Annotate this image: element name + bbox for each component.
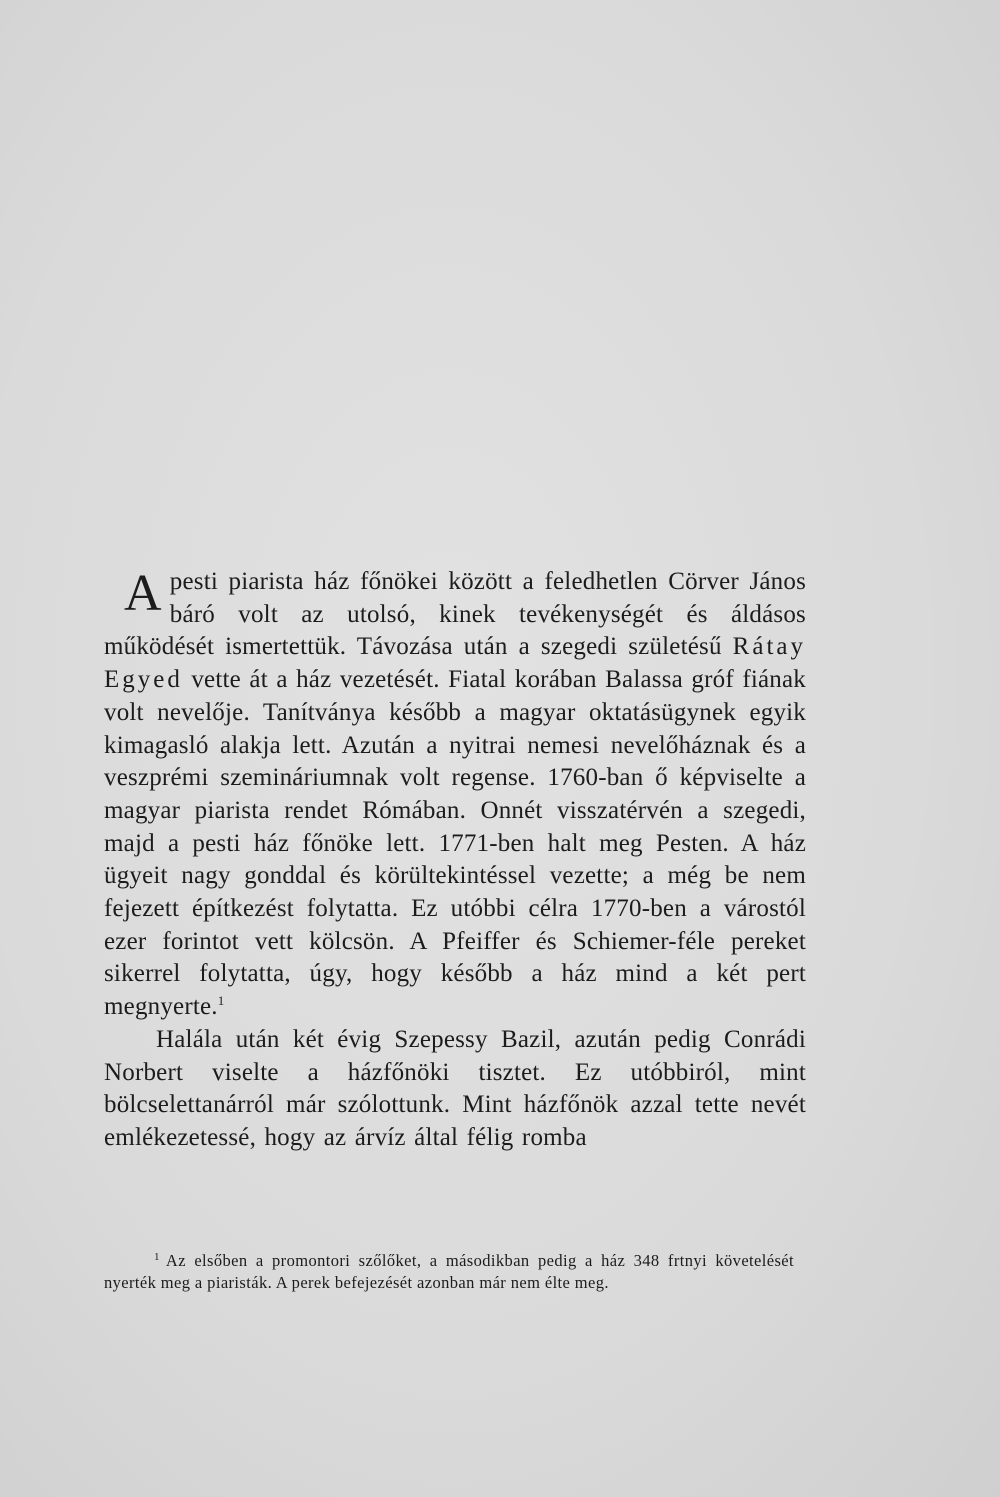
paragraph-1-text-b: vette át a ház vezetését. Fiatal korában Balassa gróf fiának volt nevelője. Tanítványa később a magyar oktatásügynek egyik kimagasló alakja lett. Azután a nyitrai nemesi nevelőháznak és a veszprémi szemináriumnak volt regense. 1760-ban ő képviselte a magyar piarista rendet Rómában. Onnét visszatérvén a szegedi, majd a pesti ház főnöke lett. 1771-ben halt meg Pesten. A ház ügyeit nagy gonddal és körültekintéssel vezette; a még be nem fejezett építkezést folytatta. Ez utóbbi célra 1770-ben a várostól ezer forintot vett kölcsön. A Pfeiffer és Schiemer-féle pereket sikerrel folytatta, úgy, hogy később a ház mind a két pert megnyerte.	[104, 666, 806, 1021]
footnote-text: Az elsőben a promontori szőlőket, a másodikban pedig a ház 348 frtnyi követelését nyerték meg a piaristák. A perek befejezését azonban már nem élte meg.	[104, 1251, 794, 1292]
footnote-reference: 1	[217, 993, 225, 1009]
paragraph-1-text-a: pesti piarista ház főnökei között a feledhetlen Cörver János báró volt az utolsó, kinek tevékenységét és áldásos működését ismertettük. Távozása után a szegedi születésű	[104, 568, 806, 661]
paragraph-1	[104, 566, 806, 1024]
person-name: Rátay Egyed	[104, 633, 806, 694]
drop-cap: A	[124, 565, 162, 622]
body-text	[104, 566, 806, 1155]
footnote	[104, 1247, 794, 1293]
footnote-marker: 1	[154, 1251, 160, 1263]
paragraph-2: Halála után két évig Szepessy Bazil, azután pedig Conrádi Norbert viselte a házfőnöki tisztet. Ez utóbbiról, mint bölcselettanárról már szólottunk. Mint házfőnök azzal tette nevét emlékezetessé, hogy az árvíz által félig romba	[104, 1025, 806, 1151]
